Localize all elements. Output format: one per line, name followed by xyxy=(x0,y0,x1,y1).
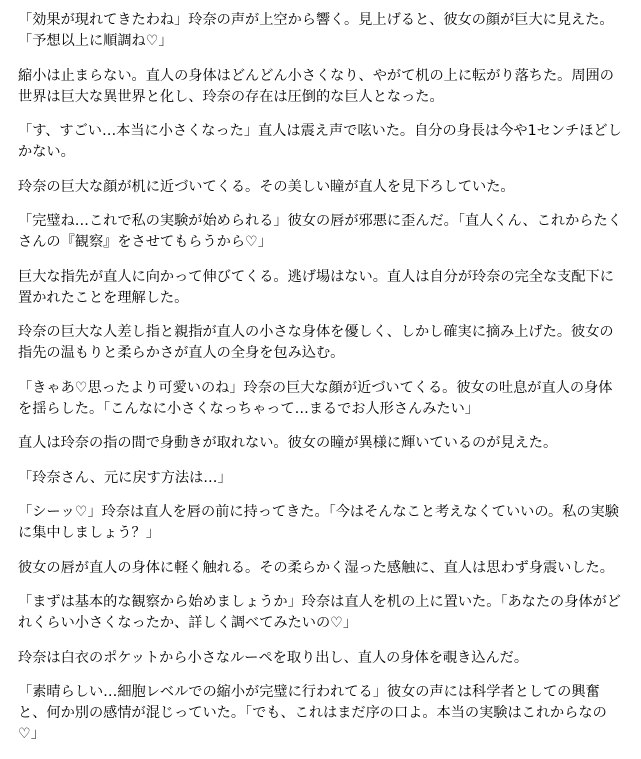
paragraph-3: 「す、すごい…本当に小さくなった」直人は震え声で呟いた。自分の身長は今や1センチほどしかない。 xyxy=(18,123,622,160)
paragraph-4: 玲奈の巨大な顔が机に近づいてくる。その美しい瞳が直人を見下ろしていた。 xyxy=(18,178,515,195)
paragraph-11: 「シーッ♡」玲奈は直人を唇の前に持ってきた。「今はそんなこと考えなくていいの。私の実験に集中しましょう？」 xyxy=(18,504,619,541)
paragraph-10: 「玲奈さん、元に戻す方法は…」 xyxy=(18,469,232,486)
paragraph-1: 「効果が現れてきたわね」玲奈の声が上空から響く。見上げると、彼女の顔が巨大に見えた。「予想以上に順調ね♡」 xyxy=(18,12,614,49)
document-body xyxy=(18,10,626,759)
paragraph-13: 「まずは基本的な観察から始めましょうか」玲奈は直人を机の上に置いた。「あなたの身体がどれくらい小さくなったか、詳しく調べてみたいの♡」 xyxy=(18,594,621,631)
paragraph-8: 「きゃあ♡思ったより可愛いのね」玲奈の巨大な顔が近づいてくる。彼女の吐息が直人の身体を揺らした。「こんなに小さくなっちゃって…まるでお人形さんみたい」 xyxy=(18,379,613,417)
paragraph-15: 「素晴らしい…細胞レベルでの縮小が完璧に行われてる」彼女の声には科学者としての興奮と、何か別の感情が混じっていた。「でも、これはまだ序の口よ。本当の実験はこれからなの♡」 xyxy=(18,684,607,742)
paragraph-14: 玲奈は白衣のポケットから小さなルーペを取り出し、直人の身体を覗き込んだ。 xyxy=(18,649,529,666)
paragraph-9: 直人は玲奈の指の間で身動きが取れない。彼女の瞳が異様に輝いているのが見えた。 xyxy=(18,435,558,451)
paragraph-6: 巨大な指先が直人に向かって伸びてくる。逃げ場はない。直人は自分が玲奈の完全な支配下に置かれたことを理解した。 xyxy=(18,268,614,306)
paragraph-7: 玲奈の巨大な人差し指と親指が直人の小さな身体を優しく、しかし確実に摘み上げた。彼女の指先の温もりと柔らかさが直人の全身を包み込む。 xyxy=(18,324,614,361)
paragraph-5: 「完璧ね…これで私の実験が始められる」彼女の唇が邪悪に歪んだ。「直人くん、これからたくさんの『観察』をさせてもらうから♡」 xyxy=(18,213,622,250)
paragraph-2: 縮小は止まらない。直人の身体はどんどん小さくなり、やがて机の上に転がり落ちた。周囲の世界は巨大な異世界と化し、玲奈の存在は圧倒的な巨人となった。 xyxy=(18,67,614,105)
paragraph-12: 彼女の唇が直人の身体に軽く触れる。その柔らかく湿った感触に、直人は思わず身震いした。 xyxy=(18,559,614,576)
